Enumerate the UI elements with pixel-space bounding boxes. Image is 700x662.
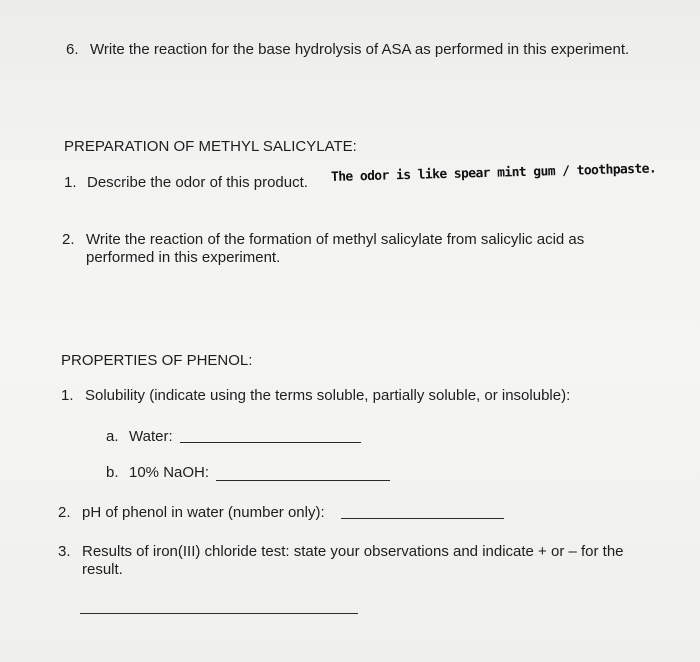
ph-q1b-text: 10% NaOH: — [129, 464, 210, 481]
ms-q2-number: 2. — [62, 231, 75, 248]
q6-number: 6. — [66, 41, 79, 58]
ms-q2-line2: performed in this experiment. — [86, 249, 281, 266]
ph-q2-number: 2. — [58, 504, 71, 521]
q6-text: Write the reaction for the base hydrolysis of ASA as performed in this experiment. — [90, 41, 630, 58]
ph-answer-line[interactable] — [341, 518, 504, 519]
ph-q3-number: 3. — [58, 543, 71, 560]
ms-q1-handwritten-answer: The odor is like spear mint gum / toothpaste. — [330, 161, 657, 185]
ms-q1-number: 1. — [64, 174, 77, 191]
ph-q1-number: 1. — [61, 387, 74, 404]
methyl-salicylate-heading: PREPARATION OF METHYL SALICYLATE: — [64, 138, 357, 155]
ph-q1-text: Solubility (indicate using the terms soluble, partially soluble, or insoluble): — [85, 387, 571, 404]
iron-test-answer-line[interactable] — [80, 613, 358, 614]
ph-q1b-label: b. — [106, 464, 119, 481]
ph-q3-line2: result. — [82, 561, 123, 578]
naoh-answer-line[interactable] — [216, 480, 390, 481]
ph-q3-line1: Results of iron(III) chloride test: state your observations and indicate + or – for the — [82, 543, 624, 560]
ms-q2-line1: Write the reaction of the formation of methyl salicylate from salicylic acid as — [86, 231, 585, 248]
ph-q1a-label: a. — [106, 428, 119, 445]
water-answer-line[interactable] — [180, 442, 361, 443]
ph-q2-text: pH of phenol in water (number only): — [82, 504, 325, 521]
ms-q1-text: Describe the odor of this product. — [87, 174, 308, 191]
phenol-heading: PROPERTIES OF PHENOL: — [61, 352, 253, 369]
ph-q1a-text: Water: — [129, 428, 173, 445]
